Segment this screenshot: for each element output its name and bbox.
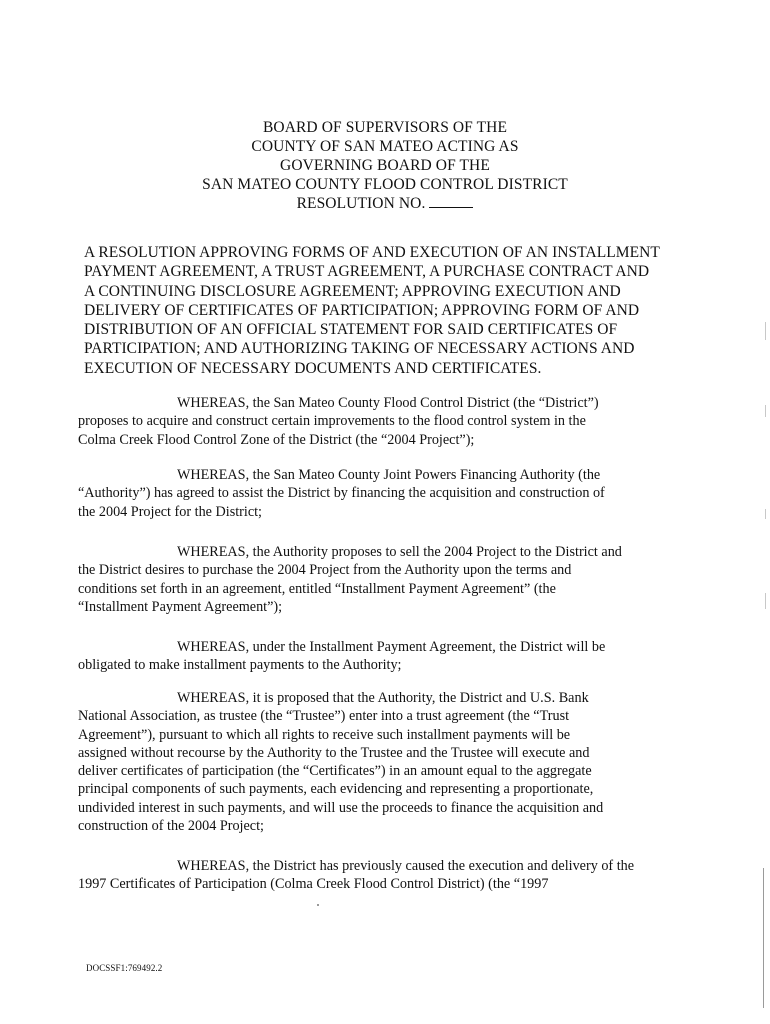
paragraph-line: WHEREAS, under the Installment Payment Agreement, the District will be	[177, 639, 606, 655]
scan-edge-mark	[765, 593, 766, 609]
paragraph-line: WHEREAS, the San Mateo County Joint Powers Financing Authority (the	[177, 467, 601, 483]
whereas-paragraph-5	[78, 689, 688, 835]
title-line: PARTICIPATION; AND AUTHORIZING TAKING OF NECESSARY ACTIONS AND	[84, 340, 635, 358]
title-line: A CONTINUING DISCLOSURE AGREEMENT; APPROVING EXECUTION AND	[84, 282, 621, 300]
whereas-paragraph-1	[78, 394, 688, 449]
heading-line: GOVERNING BOARD OF THE	[280, 157, 490, 174]
heading-line: COUNTY OF SAN MATEO ACTING AS	[251, 138, 519, 155]
paragraph-line: WHEREAS, the San Mateo County Flood Control District (the “District”)	[177, 395, 599, 411]
scan-edge-mark	[765, 509, 766, 519]
paragraph-line: assigned without recourse by the Authority to the Trustee and the Trustee will execute and	[78, 744, 590, 761]
paragraph-line: the District desires to purchase the 2004 Project from the Authority upon the terms and	[78, 562, 572, 579]
scan-edge-mark	[765, 322, 766, 340]
document-id-footer: DOCSSF1:769492.2	[86, 963, 163, 973]
paragraph-line: 1997 Certificates of Participation (Colma Creek Flood Control District) (the “1997	[78, 876, 549, 893]
resolution-number-blank	[429, 195, 473, 208]
resolution-heading	[150, 118, 620, 213]
whereas-paragraph-2	[78, 466, 688, 521]
title-line: EXECUTION OF NECESSARY DOCUMENTS AND CERTIFICATES.	[84, 359, 542, 377]
paragraph-line: Colma Creek Flood Control Zone of the District (the “2004 Project”);	[78, 431, 475, 448]
scan-speck	[317, 904, 319, 906]
paragraph-line: deliver certificates of participation (the “Certificates”) in an amount equal to the aggregate	[78, 763, 592, 780]
paragraph-line: National Association, as trustee (the “Trustee”) enter into a trust agreement (the “Trust	[78, 708, 570, 725]
paragraph-line: undivided interest in such payments, and will use the proceeds to finance the acquisition and	[78, 799, 604, 816]
title-line: DISTRIBUTION OF AN OFFICIAL STATEMENT FOR SAID CERTIFICATES OF	[84, 321, 618, 339]
scan-edge-mark	[763, 868, 764, 1008]
whereas-paragraph-4	[78, 638, 688, 675]
paragraph-line: proposes to acquire and construct certain improvements to the flood control system in the	[78, 413, 586, 430]
whereas-paragraph-6	[78, 857, 688, 894]
paragraph-line: principal components of such payments, each evidencing and representing a proportionate,	[78, 781, 594, 798]
paragraph-line: obligated to make installment payments to the Authority;	[78, 657, 402, 674]
paragraph-line: WHEREAS, it is proposed that the Authority, the District and U.S. Bank	[177, 690, 589, 706]
title-line: DELIVERY OF CERTIFICATES OF PARTICIPATION; APPROVING FORM OF AND	[84, 301, 640, 319]
paragraph-line: WHEREAS, the District has previously caused the execution and delivery of the	[177, 858, 635, 874]
heading-line: SAN MATEO COUNTY FLOOD CONTROL DISTRICT	[202, 176, 568, 193]
paragraph-line: conditions set forth in an agreement, entitled “Installment Payment Agreement” (the	[78, 580, 556, 597]
paragraph-line: “Installment Payment Agreement”);	[78, 598, 283, 615]
paragraph-line: construction of the 2004 Project;	[78, 818, 264, 835]
resolution-number-label: RESOLUTION NO.	[296, 195, 426, 212]
paragraph-line: Agreement”), pursuant to which all rights to receive such installment payments will be	[78, 726, 571, 743]
paragraph-line: “Authority”) has agreed to assist the District by financing the acquisition and construction of	[78, 485, 605, 502]
whereas-paragraph-3	[78, 543, 688, 616]
paragraph-line: WHEREAS, the Authority proposes to sell the 2004 Project to the District and	[177, 544, 622, 560]
title-line: A RESOLUTION APPROVING FORMS OF AND EXECUTION OF AN INSTALLMENT	[84, 244, 660, 261]
resolution-title	[84, 243, 684, 378]
scan-edge-mark	[765, 405, 766, 417]
title-line: PAYMENT AGREEMENT, A TRUST AGREEMENT, A PURCHASE CONTRACT AND	[84, 263, 650, 281]
paragraph-line: the 2004 Project for the District;	[78, 503, 263, 520]
heading-line: BOARD OF SUPERVISORS OF THE	[262, 119, 508, 136]
resolution-number-line	[150, 194, 620, 213]
